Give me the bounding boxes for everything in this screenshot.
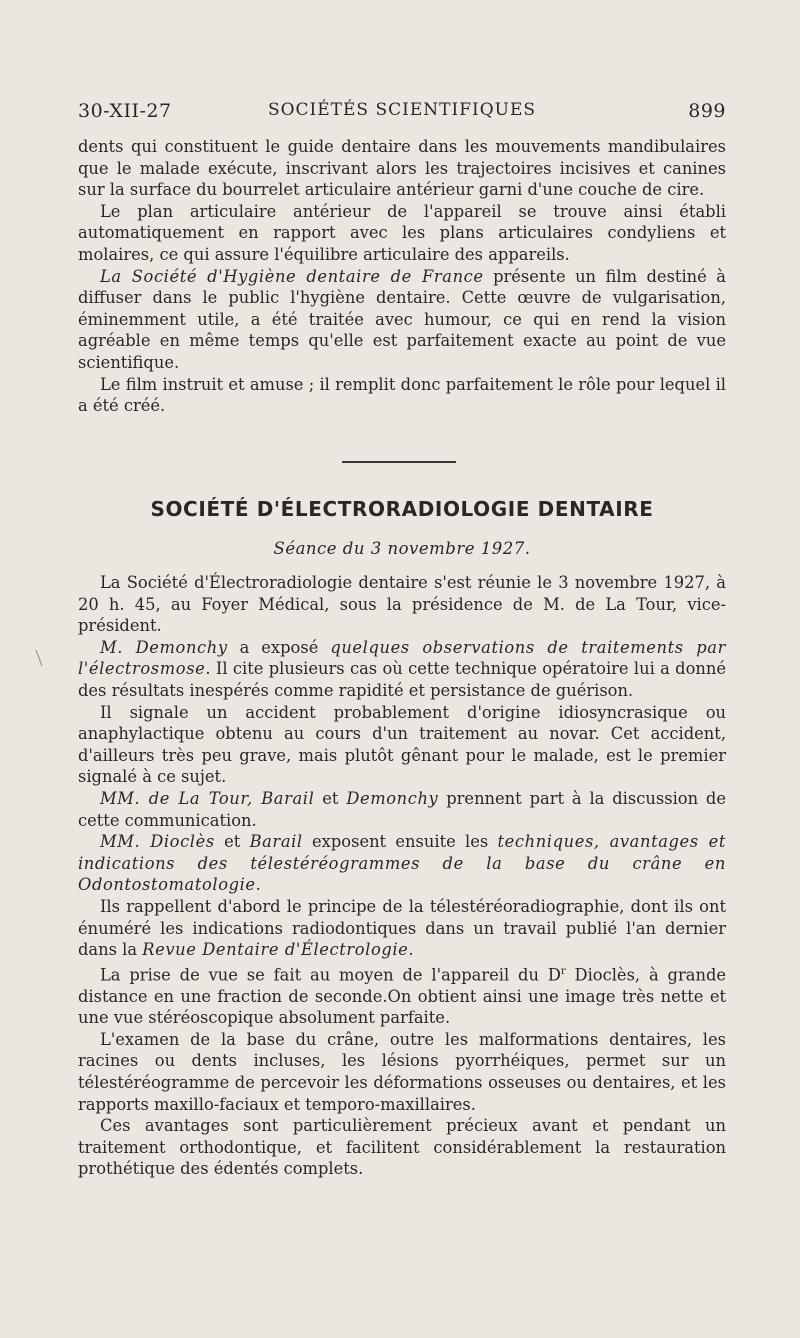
society-name-italic: La Société d'Hygiène dentaire de France (100, 266, 484, 286)
top-text-block (78, 136, 726, 417)
header-date: 30-XII-27 (78, 100, 172, 122)
paragraph-advantages: Ces avantages sont particulièrement précieux avant et pendant un traitement orthodontique, et facilitent considérablement la restauration prothétique des édentés complets. (78, 1116, 726, 1179)
paragraph-exposure: La prise de vue se fait au moyen de l'appareil du $D^r$ Dioclès, à grande distance en une fraction de seconde.On obtient ainsi une image très nette et une vue stéréoscopique absolument parfaite. (78, 965, 726, 1028)
section-title: SOCIÉTÉ D'ÉLECTRORADIOLOGIE DENTAIRE (150, 497, 654, 521)
paragraph-film-conclusion: Le film instruit et amuse ; il remplit donc parfaitement le rôle pour lequel il a été créé. (78, 374, 726, 416)
paragraph-articular-plane: Le plan articulaire antérieur de l'appareil se trouve ainsi établi automatiquement en rapport avec les plans articulaires condyliens et molaires, ce qui assure l'équilibre articulaire des appareils. (78, 201, 726, 264)
paragraph-discussion: MM. de La Tour, Barail et Demonchy prennent part à la discussion de cette communication. (78, 788, 726, 830)
paragraph-principle: Ils rappellent d'abord le principe de la télestéréoradiographie, dont ils ont énuméré les indications radiodontiques dans un travail publié l'an dernier dans la Revue Dentaire d'Électrologie. (78, 896, 726, 960)
paragraph-techniques: MM. Dioclès et Barail exposent ensuite les techniques, avantages et indications des télestéréogrammes de la base du crâne en Odontostomatologie. (78, 832, 727, 895)
paragraph-continuation: dents qui constituent le guide dentaire dans les mouvements mandibulaires que le malade exécute, inscrivant alors les trajectoires incisives et canines sur la surface du bourrelet articulaire antérieur garni d'une couche de cire. (78, 137, 726, 200)
paragraph-accident: Il signale un accident probablement d'origine idiosyncrasique ou anaphylactique obtenu au cours d'un traitement au novar. Cet accident, d'ailleurs très peu grave, mais plutôt gênant pour le malade, est le premier signalé à ce sujet. (78, 702, 726, 787)
session-date: Séance du 3 novembre 1927. (273, 539, 531, 558)
section-divider (342, 461, 456, 463)
page-number: 899 (688, 100, 726, 122)
paragraph-skull-base: L'examen de la base du crâne, outre les malformations dentaires, les racines ou dents incluses, les lésions pyorrhéiques, permet sur un télestéréogramme de percevoir les déformations osseuses ou dentaires, et les rapports maxillo-faciaux et temporo-maxillaires. (78, 1029, 726, 1114)
minutes-text-block (78, 572, 726, 1180)
paragraph-hygiene-film: La Société d'Hygiène dentaire de France présente un film destiné à diffuser dans le public l'hygiène dentaire. Cette œuvre de vulgarisation, éminemment utile, a été traitée avec humour, ce qui en rend la vision agréable en même temps qu'elle est parfaitement exacte au point de vue scientifique. (78, 266, 726, 372)
paragraph-meeting-opening: La Société d'Électroradiologie dentaire s'est réunie le 3 novembre 1927, à 20 h. 45, au Foyer Médical, sous la présidence de M. de La Tour, vice-président. (78, 573, 726, 636)
paragraph-demonchy: M. Demonchy a exposé quelques observations de traitements par l'électrosmose. Il cite plusieurs cas où cette technique opératoire lui a donné des résultats inespérés comme rapidité et persistance de guérison. (78, 637, 726, 700)
running-head (78, 100, 726, 126)
margin-pencil-mark (34, 648, 44, 668)
header-title: SOCIÉTÉS SCIENTIFIQUES (267, 100, 537, 120)
